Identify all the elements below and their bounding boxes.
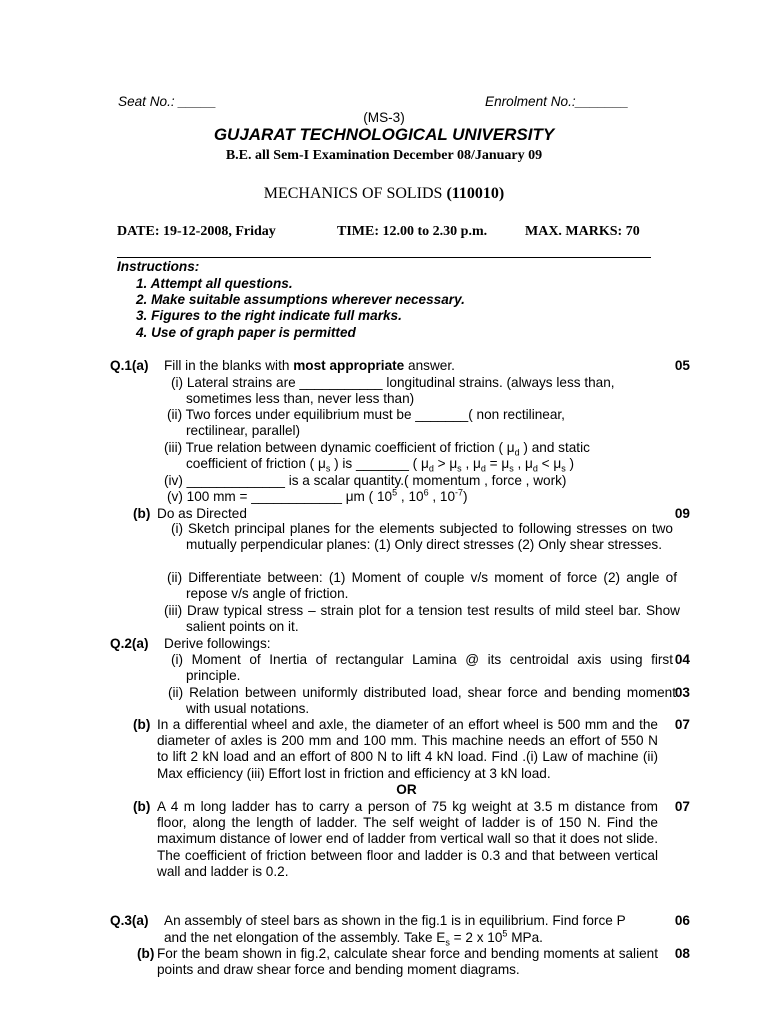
q1a-marks: 05 [674,358,690,373]
q1b-marks: 09 [674,506,690,521]
q2b-text: In a differential wheel and axle, the diameter of an effort wheel is 500 mm and the diameter of axles is 200 mm and 100 mm. This machine needs an effort of 550 N to lift 2 kN load and an effort of 800 N to lift 4 kN load. Find .(i) Law of machine (ii) Max efficiency (iii) Effort lost in friction and efficiency at 3 kN load. [157,717,658,781]
q1a-text: Fill in the blanks with most appropriate answer. [164,358,455,373]
q1a-ii-line2: rectilinear, parallel) [186,423,301,438]
q2a-i-marks: 04 [674,652,690,667]
q2b-marks: 07 [674,717,690,732]
q3a-label: Q.3(a) [110,913,149,928]
q1a-iii-line1: (iii) True relation between dynamic coefficient of friction ( $\mu_d$ ) and static [164,440,590,458]
q1a-iv: (iv) _____________ is a scalar quantity.( momentum , force , work) [164,473,567,488]
exam-date: DATE: 19-12-2008, Friday [117,224,276,239]
seat-no: Seat No.: _____ [118,94,217,109]
enrolment-no: Enrolment No.:_______ [485,94,629,109]
q1a-iii-line2: coefficient of friction ( $\mu_s$ ) is _______ ( $\mu_d > \mu_s$ , $\mu_d = \mu_s$ , $\mu_d < \mu_s$ ) [186,456,575,474]
q2b-alt-text: A 4 m long ladder has to carry a person of 75 kg weight at 3.5 m distance from floor, along the length of ladder. The self weight of ladder is of 150 N. Find the maximum distance of lower end of ladder from vertical wall so that it does not slide. The coefficient of friction between floor and ladder is 0.3 and that between vertical wall and ladder is 0.2. [157,799,658,879]
q1b-ii: (ii) Differentiate between: (1) Moment of couple v/s moment of force (2) angle of repose v/s angle of friction. [167,570,677,602]
subject-title [0,185,768,203]
paper-code: (MS-3) [363,110,405,125]
q2a-label: Q.2(a) [110,636,149,651]
q2b-label: (b) [133,717,151,732]
q2a-ii-marks: 03 [674,685,690,700]
q1b-i: (i) Sketch principal planes for the elements subjected to following stresses on two mutually perpendicular planes: (1) Only direct stresses (2) Only shear stresses. [171,521,673,553]
instruction-item: 2. Make suitable assumptions wherever necessary. [136,292,465,307]
q3b-text: For the beam shown in fig.2, calculate shear force and bending moments at salient points and draw shear force and bending moment diagrams. [157,946,658,978]
q1b-label: (b) [133,506,151,521]
q3a-marks: 06 [674,913,690,928]
q1a-v: (v) 100 mm = ____________ μm ( $10^5$ , $10^6$ , $10^{-7}$) [167,487,468,504]
q2b-alt-marks: 07 [674,799,690,814]
q2a-i: (i) Moment of Inertia of rectangular Lamina @ its centroidal axis using first principle. [171,652,673,684]
subject-code: (110010) [446,185,505,202]
q2b-alt-label: (b) [133,799,151,814]
instruction-item: 1. Attempt all questions. [136,276,293,291]
q1a-label: Q.1(a) [110,358,149,373]
instruction-item: 4. Use of graph paper is permitted [136,325,356,340]
or-divider: OR [396,782,417,797]
q1a-ii-line1: (ii) Two forces under equilibrium must be _______( non rectilinear, [167,407,565,422]
university-name: GUJARAT TECHNOLOGICAL UNIVERSITY [213,125,555,144]
q3b-label: (b) [137,946,155,961]
q3a-line2: and the net elongation of the assembly. Take $E_s = 2$ x $10^5$ MPa. [164,928,543,948]
exam-time: TIME: 12.00 to 2.30 p.m. [337,224,488,239]
instructions-heading: Instructions: [117,259,200,274]
subject-name: MECHANICS OF SOLIDS [263,185,443,202]
q3b-marks: 08 [674,946,690,961]
max-marks: MAX. MARKS: 70 [525,224,640,239]
exam-title: B.E. all Sem-I Examination December 08/January 09 [225,148,543,163]
q1a-i-line1: (i) Lateral strains are ___________ longitudinal strains. (always less than, [171,375,615,390]
q1b-iii: (iii) Draw typical stress – strain plot for a tension test results of mild steel bar. Show salient points on it. [164,603,680,635]
header-divider [117,257,651,258]
q1a-i-line2: sometimes less than, never less than) [186,391,415,406]
q3a-line1: An assembly of steel bars as shown in the fig.1 is in equilibrium. Find force P [164,913,626,928]
q2a-ii: (ii) Relation between uniformly distributed load, shear force and bending moment with usual notations. [168,685,676,717]
q1b-text: Do as Directed [157,506,247,521]
instruction-item: 3. Figures to the right indicate full marks. [136,308,402,323]
q2a-text: Derive followings: [164,636,271,651]
